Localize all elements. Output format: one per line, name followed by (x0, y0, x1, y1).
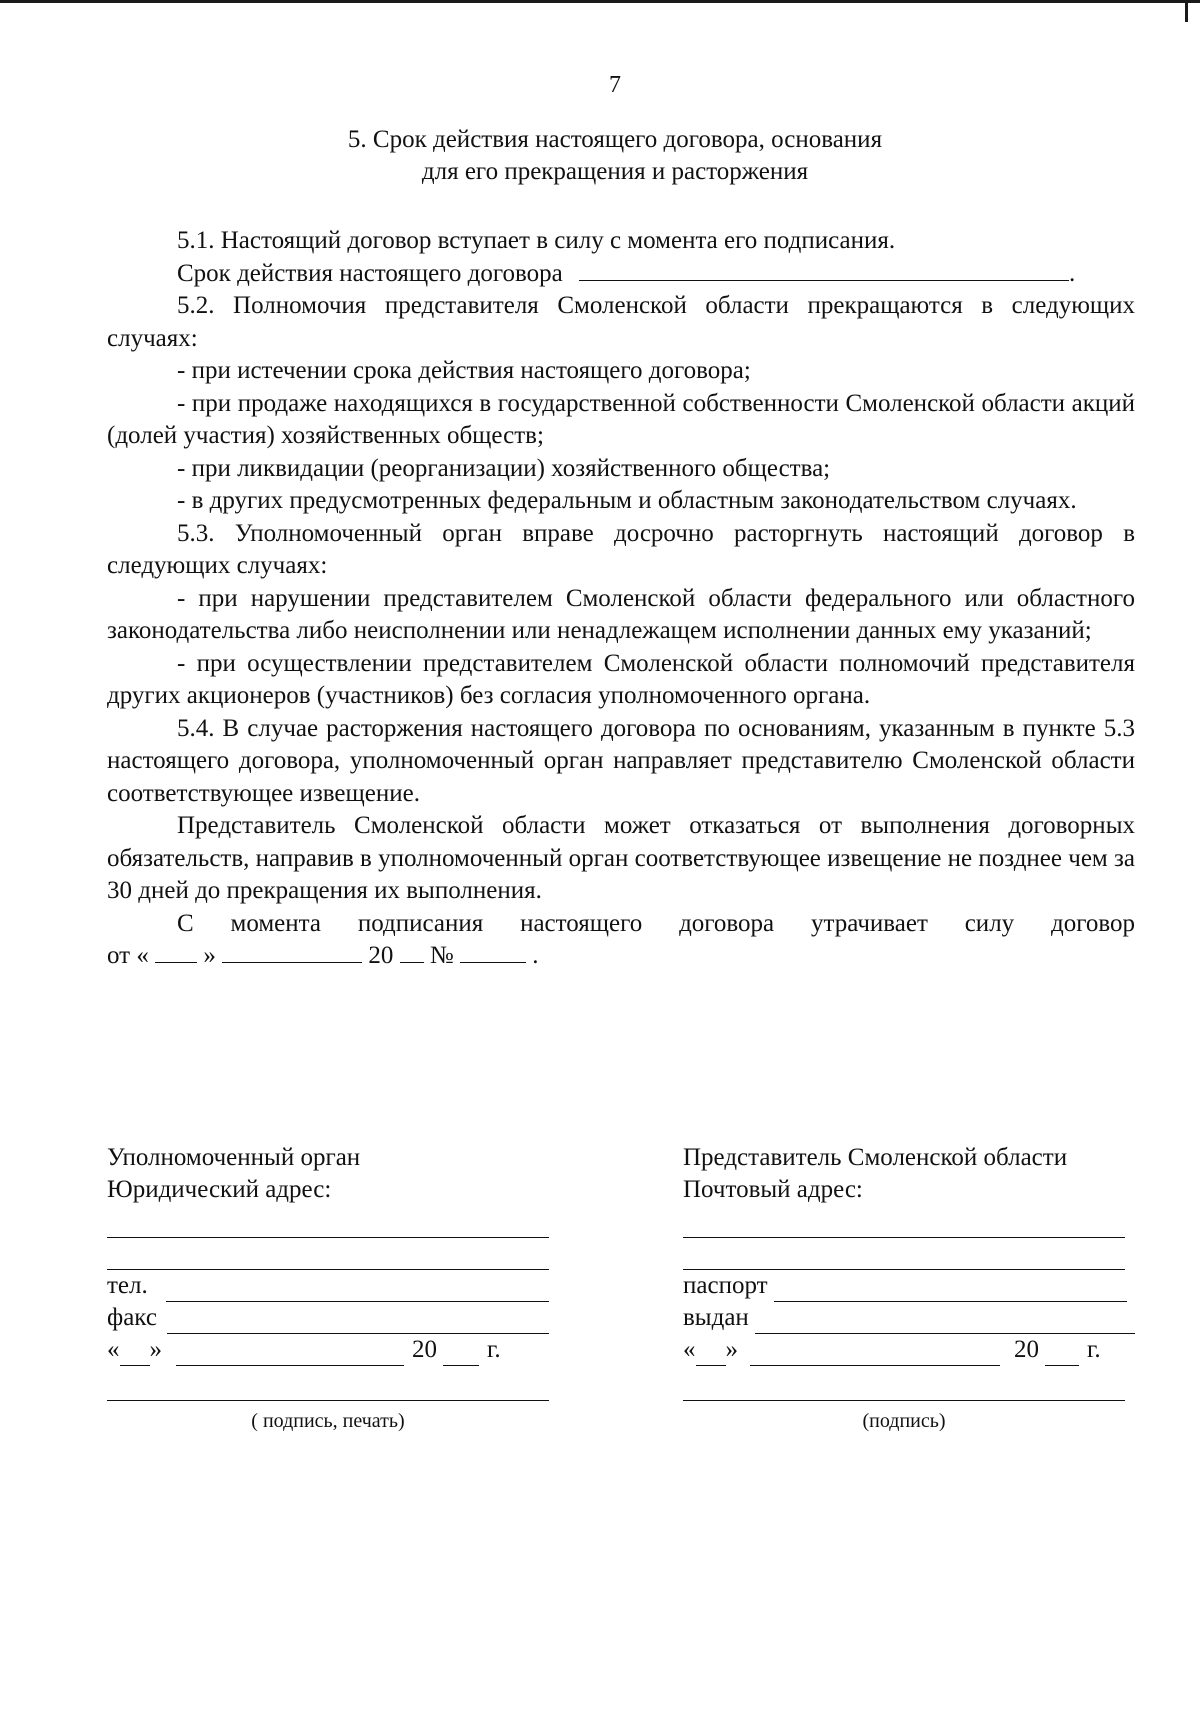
left-year-suffix: г. (487, 1336, 501, 1363)
signature-left-title: Уполномоченный орган (107, 1144, 361, 1171)
signature-right-title: Представитель Смоленской области (683, 1144, 1068, 1171)
signature-left-address-label: Юридический адрес: (107, 1176, 332, 1203)
section-heading-line-2: для его прекращения и расторжения (421, 158, 809, 185)
section-heading-line-1: 5. Срок действия настоящего договора, основания (347, 126, 883, 153)
fax-row (107, 1302, 549, 1334)
issued-label: выдан (683, 1304, 749, 1331)
right-signature-line (683, 1366, 1125, 1401)
date-year: 20 (368, 942, 394, 969)
date-prefix: от « (107, 942, 149, 969)
paragraph-5-3-b: - при осуществлении представителем Смоленской области полномочий представителя других акционеров (участников) без согласия уполномоченного органа. (107, 649, 1135, 709)
phone-blank (166, 1277, 549, 1302)
left-year: 20 (412, 1336, 437, 1363)
left-date-close: » (149, 1336, 162, 1363)
right-date-row (683, 1334, 1135, 1366)
paragraph-5-4-c: С момента подписания настоящего договора утрачивает силу договор (177, 909, 1135, 937)
paragraph-5-2-c: - при ликвидации (реорганизации) хозяйственного общества; (177, 454, 831, 482)
previous-contract-date-line (107, 940, 1135, 973)
date-end: . (532, 942, 539, 969)
paragraph-5-4: 5.4. В случае расторжения настоящего договора по основаниям, указанным в пункте 5.3 настоящего договора, уполномоченный орган направляет представителю Смоленской области соответствующее извещение. (107, 714, 1135, 807)
date-close: » (203, 942, 216, 969)
passport-blank (774, 1277, 1127, 1302)
postal-line-1 (683, 1206, 1125, 1238)
left-date-row (107, 1334, 549, 1366)
paragraph-5-3-a: - при нарушении представителем Смоленской области федерального или областного законодательства либо неисполнении или ненадлежащем исполнении данных ему указаний; (107, 584, 1135, 644)
right-date-open: « (683, 1336, 696, 1363)
section-heading (0, 124, 1200, 188)
passport-row (683, 1270, 1135, 1302)
paragraph-5-3: 5.3. Уполномоченный орган вправе досрочно расторгнуть настоящий договор в следующих случаях: (107, 519, 1135, 579)
left-month-blank (176, 1341, 404, 1366)
left-signature-line (107, 1366, 549, 1401)
scan-edge-top (0, 0, 1200, 3)
right-signature-caption: (подпись) (862, 1410, 946, 1432)
right-year-suffix: г. (1087, 1336, 1101, 1363)
number-blank (460, 940, 526, 963)
fax-blank (167, 1309, 549, 1334)
signature-right-address-label: Почтовый адрес: (683, 1176, 863, 1203)
right-day-blank (696, 1341, 726, 1366)
address-line-1 (107, 1206, 549, 1238)
left-year-blank (443, 1341, 479, 1366)
day-blank (155, 940, 197, 963)
month-blank (222, 940, 362, 963)
term-line (107, 258, 1135, 291)
paragraph-5-2-b: - при продаже находящихся в государственной собственности Смоленской области акций (долей участия) хозяйственных обществ; (107, 389, 1135, 449)
phone-label: тел. (107, 1272, 148, 1299)
right-year-blank (1045, 1341, 1079, 1366)
right-year: 20 (1014, 1336, 1039, 1363)
paragraph-5-1: 5.1. Настоящий договор вступает в силу с момента его подписания. (177, 227, 896, 254)
page-number: 7 (609, 72, 621, 98)
address-line-2 (107, 1238, 549, 1270)
paragraph-5-2: 5.2. Полномочия представителя Смоленской области прекращаются в следующих случаях: (107, 292, 1135, 352)
paragraph-5-4-b: Представитель Смоленской области может отказаться от выполнения договорных обязательств, направив в уполномоченный орган соответствующее извещение не позднее чем за 30 дней до прекращения их выполнения. (107, 812, 1135, 904)
left-day-blank (120, 1341, 150, 1366)
postal-line-2 (683, 1238, 1125, 1270)
right-date-close: » (725, 1336, 738, 1363)
term-end: . (1068, 259, 1076, 287)
right-month-blank (750, 1341, 1000, 1366)
paragraph-5-2-a: - при истечении срока действия настоящего договора; (177, 357, 751, 384)
issued-blank (755, 1309, 1135, 1334)
term-label: Срок действия настоящего договора (177, 259, 563, 287)
fax-label: факс (107, 1304, 157, 1331)
paragraph-5-2-d: - в других предусмотренных федеральным и областным законодательством случаях. (177, 487, 1077, 514)
issued-row (683, 1302, 1135, 1334)
year-blank (400, 940, 424, 963)
passport-label: паспорт (683, 1272, 768, 1299)
date-number-sign: № (429, 942, 454, 969)
signature-block-representative (683, 1142, 1135, 1437)
phone-row (107, 1270, 549, 1302)
scan-edge-right (1185, 0, 1188, 22)
left-signature-caption: ( подпись, печать) (251, 1410, 405, 1432)
left-date-open: « (107, 1336, 120, 1363)
document-body (107, 225, 1135, 973)
term-blank (579, 258, 1069, 281)
signature-block-authorized-body (107, 1142, 549, 1437)
